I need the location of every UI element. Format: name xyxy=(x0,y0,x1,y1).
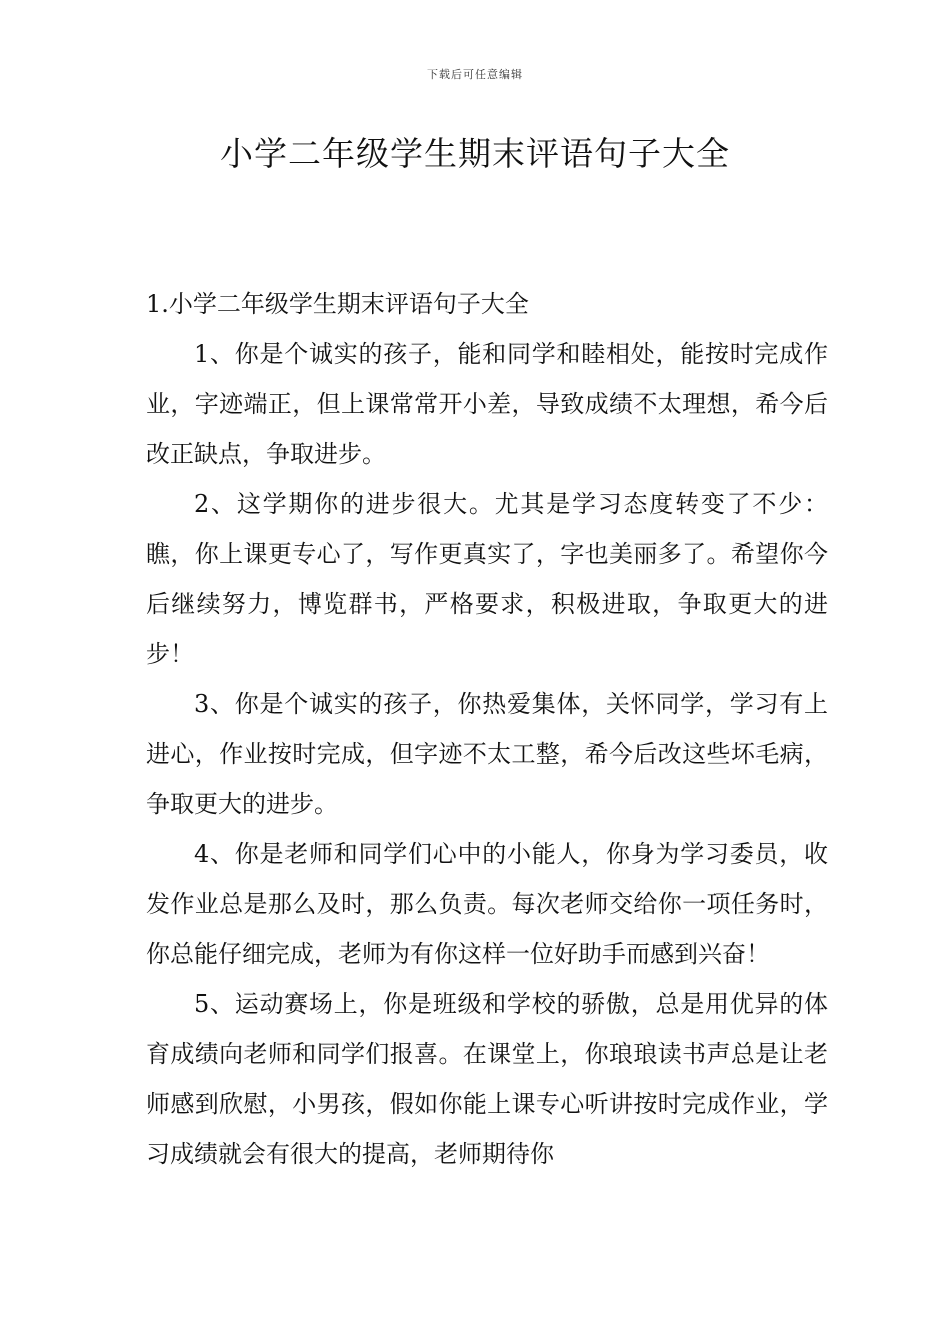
paragraph-3: 3、你是个诚实的孩子，你热爱集体，关怀同学，学习有上进心，作业按时完成，但字迹不太工整，希今后改这些坏毛病，争取更大的进步。 xyxy=(146,690,828,818)
document-body xyxy=(146,279,828,1179)
paragraph-1: 1、你是个诚实的孩子，能和同学和睦相处，能按时完成作业，字迹端正，但上课常常开小差，导致成绩不太理想，希今后改正缺点，争取进步。 xyxy=(146,340,828,468)
paragraph-4: 4、你是老师和同学们心中的小能人，你身为学习委员，收发作业总是那么及时，那么负责。每次老师交给你一项任务时，你总能仔细完成，老师为有你这样一位好助手而感到兴奋！ xyxy=(146,840,828,968)
header-note: 下载后可任意编辑 xyxy=(427,68,523,81)
paragraph-5: 5、运动赛场上，你是班级和学校的骄傲，总是用优异的体育成绩向老师和同学们报喜。在课堂上，你琅琅读书声总是让老师感到欣慰，小男孩，假如你能上课专心听讲按时完成作业，学习成绩就会有很大的提高，老师期待你 xyxy=(146,990,828,1168)
section-heading: 1.小学二年级学生期末评语句子大全 xyxy=(146,290,529,318)
document-title: 小学二年级学生期末评语句子大全 xyxy=(220,134,730,173)
paragraph-2: 2、这学期你的进步很大。尤其是学习态度转变了不少：瞧，你上课更专心了，写作更真实了，字也美丽多了。希望你今后继续努力，博览群书，严格要求，积极进取，争取更大的进步！ xyxy=(146,490,828,668)
